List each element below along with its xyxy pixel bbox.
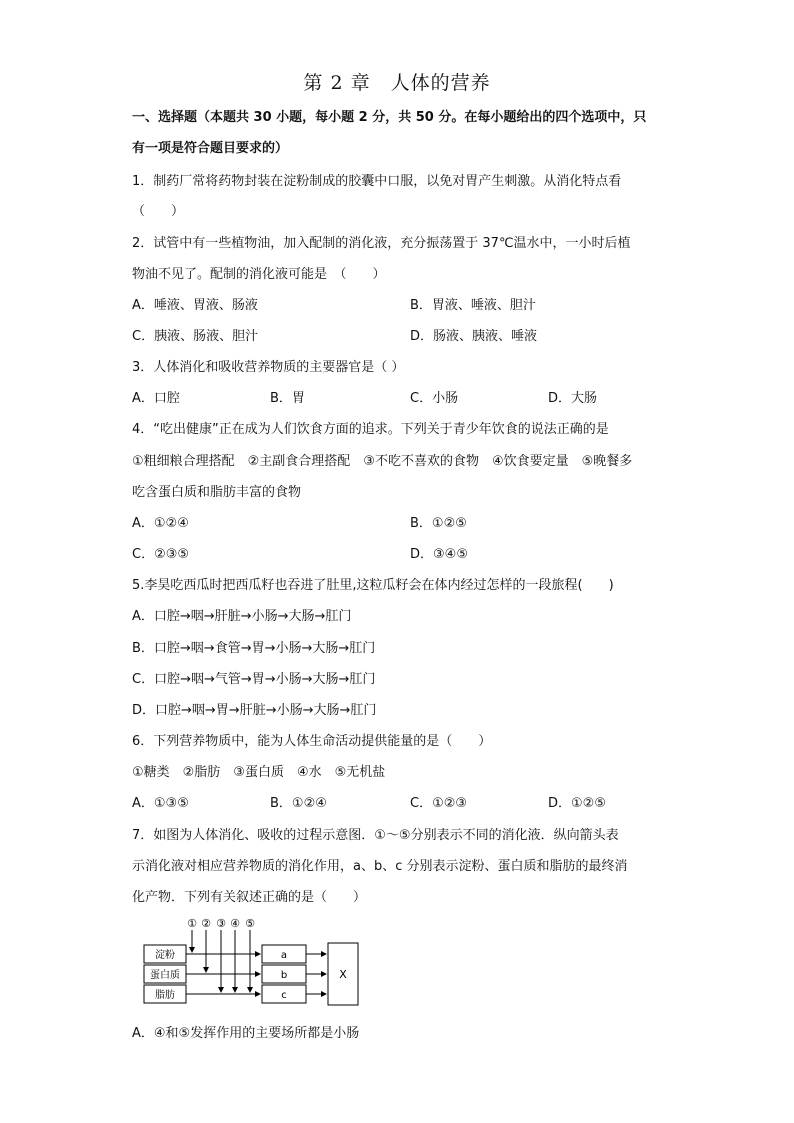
q5-option-c: C．口腔→咽→气管→胃→小肠→大肠→肛门 <box>132 672 376 687</box>
q5-option-a: A．口腔→咽→肝脏→小肠→大肠→肛门 <box>132 609 352 624</box>
q6-option-c: C．①②③ <box>410 796 468 811</box>
q4-stem-line3: 吃含蛋白质和脂肪丰富的食物 <box>132 485 302 500</box>
q2-option-a: A．唾液、胃液、肠液 <box>132 298 258 313</box>
q7-stem-line1: 7．如图为人体消化、吸收的过程示意图．①～⑤分别表示不同的消化液．纵向箭头表 <box>132 828 619 843</box>
juice-label-5: ⑤ <box>245 917 255 930</box>
juice-label-3: ③ <box>216 917 226 930</box>
q3-option-d: D．大肠 <box>548 391 598 406</box>
q5-stem: 5.李昊吃西瓜时把西瓜籽也吞进了肚里,这粒瓜籽会在体内经过怎样的一段旅程( ) <box>132 578 614 593</box>
q4-option-b: B．①②⑤ <box>410 516 467 531</box>
target-x: X <box>339 968 347 981</box>
q6-option-a: A．①③⑤ <box>132 796 189 811</box>
q4-option-c: C．②③⑤ <box>132 547 190 562</box>
q1-stem: 1．制药厂常将药物封装在淀粉制成的胶囊中口服，以免对胃产生刺激。从消化特点看 <box>132 174 622 189</box>
q4-stem-line2: ①粗细粮合理搭配 ②主副食合理搭配 ③不吃不喜欢的食物 ④饮食要定量 ⑤晚餐多 <box>132 454 633 469</box>
chapter-title: 第 2 章 人体的营养 <box>303 72 491 94</box>
juice-label-2: ② <box>201 917 211 930</box>
q2-stem-line1: 2．试管中有一些植物油，加入配制的消化液，充分振荡置于 37℃温水中，一小时后植 <box>132 236 631 251</box>
q7-stem-line2: 示消化液对相应营养物质的消化作用，a、b、c 分别表示淀粉、蛋白质和脂肪的最终消 <box>132 859 628 874</box>
juice-label-4: ④ <box>230 917 240 930</box>
juice-label-1: ① <box>187 917 197 930</box>
q7-stem-line3: 化产物．下列有关叙述正确的是（ ） <box>132 890 367 905</box>
product-a: a <box>280 950 288 961</box>
q4-stem-line1: 4．“吃出健康”正在成为人们饮食方面的追求。下列关于青少年饮食的说法正确的是 <box>132 422 609 437</box>
nutrient-fat: 脂肪 <box>155 990 175 1001</box>
q5-option-d: D．口腔→咽→胃→肝脏→小肠→大肠→肛门 <box>132 703 377 718</box>
q6-items: ①糖类 ②脂肪 ③蛋白质 ④水 ⑤无机盐 <box>132 765 386 780</box>
section-heading-line2: 有一项是符合题目要求的） <box>132 141 289 156</box>
q2-stem-line2: 物油不见了。配制的消化液可能是 （ ） <box>132 267 386 282</box>
q4-option-d: D．③④⑤ <box>410 547 468 562</box>
digestion-diagram <box>140 915 370 1010</box>
q3-option-b: B．胃 <box>270 391 305 406</box>
product-b: b <box>280 970 288 981</box>
q3-stem: 3．人体消化和吸收营养物质的主要器官是（ ） <box>132 360 405 375</box>
product-c: c <box>281 990 287 1001</box>
q5-option-b: B．口腔→咽→食管→胃→小肠→大肠→肛门 <box>132 641 376 656</box>
nutrient-protein: 蛋白质 <box>150 970 180 981</box>
q2-option-d: D．肠液、胰液、唾液 <box>410 329 538 344</box>
q7-option-a: A．④和⑤发挥作用的主要场所都是小肠 <box>132 1026 360 1041</box>
q4-option-a: A．①②④ <box>132 516 189 531</box>
q1-blank: （ ） <box>132 204 185 219</box>
q3-option-a: A．口腔 <box>132 391 180 406</box>
q2-option-c: C．胰液、肠液、胆汁 <box>132 329 259 344</box>
q6-stem: 6．下列营养物质中，能为人体生命活动提供能量的是（ ） <box>132 734 492 749</box>
nutrient-starch: 淀粉 <box>155 950 175 961</box>
q3-option-c: C．小肠 <box>410 391 459 406</box>
section-heading-line1: 一、选择题（本题共 30 小题，每小题 2 分，共 50 分。在每小题给出的四个选项中，只 <box>132 110 647 125</box>
q6-option-b: B．①②④ <box>270 796 327 811</box>
q6-option-d: D．①②⑤ <box>548 796 606 811</box>
q2-option-b: B．胃液、唾液、胆汁 <box>410 298 536 313</box>
